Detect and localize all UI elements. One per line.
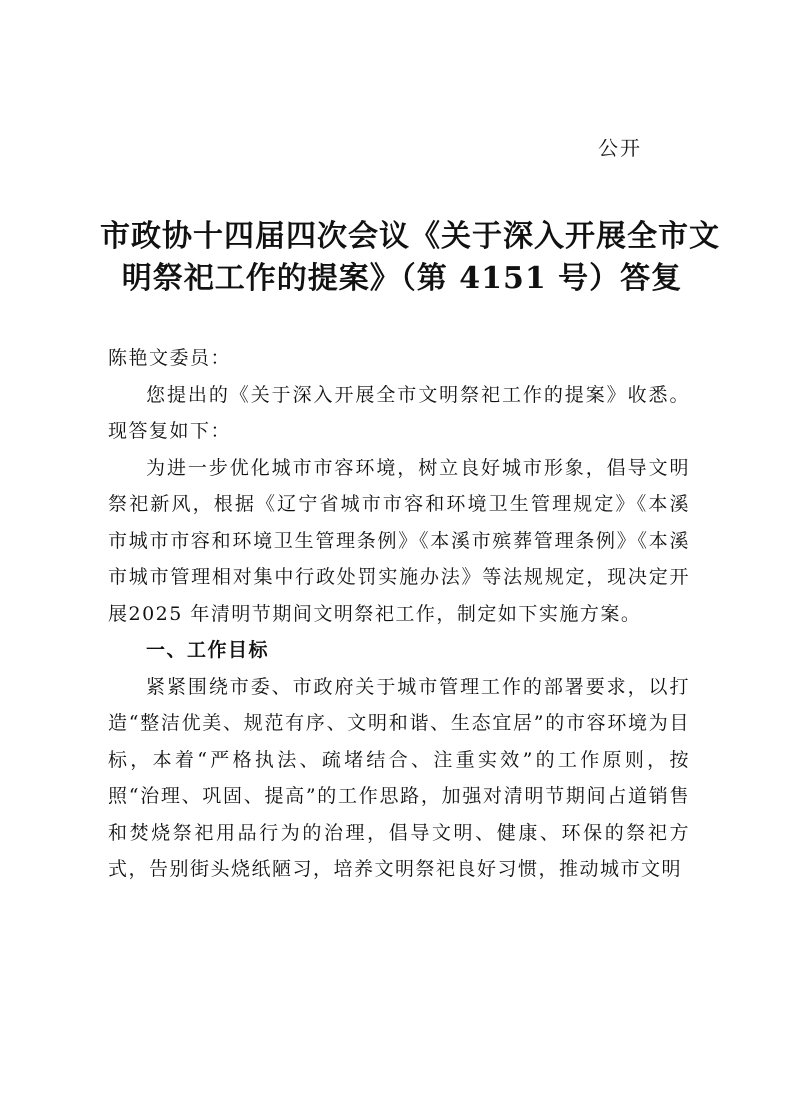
opening-paragraph: 您提出的《关于深入开展全市文明祭祀工作的提案》收悉。现答复如下： <box>108 383 690 442</box>
document-title <box>100 216 720 300</box>
document-body <box>108 340 690 888</box>
disclosure-label: 公开 <box>598 136 642 160</box>
title-line-2: 明祭祀工作的提案》（第 4151 号）答复 <box>121 261 683 296</box>
work-goals-paragraph: 紧紧围绕市委、市政府关于城市管理工作的部署要求，以打造“整洁优美、规范有序、文明和谐、生态宜居”的市容环境为目标，本着“严格执法、疏堵结合、注重实效”的工作原则，按照“治理、巩固、提高”的工作思路，加强对清明节期间占道销售和焚烧祭祀用品行为的治理，倡导文明、健康、环保的祭祀方式，告别街头烧纸陋习，培养文明祭祀良好习惯，推动城市文明 <box>108 675 690 880</box>
background-paragraph: 为进一步优化城市市容环境，树立良好城市形象，倡导文明祭祀新风，根据《辽宁省城市市容和环境卫生管理规定》《本溪市城市市容和环境卫生管理条例》《本溪市殡葬管理条例》《本溪市城市管理相对集中行政处罚实施办法》等法规规定，现决定开展2025 年清明节期间文明祭祀工作，制定如下实施方案。 <box>108 456 690 625</box>
title-line-1: 市政协十四届四次会议《关于深入开展全市文 <box>100 219 720 254</box>
salutation: 陈艳文委员： <box>108 347 232 369</box>
section-heading-work-goals: 一、工作目标 <box>146 639 270 661</box>
